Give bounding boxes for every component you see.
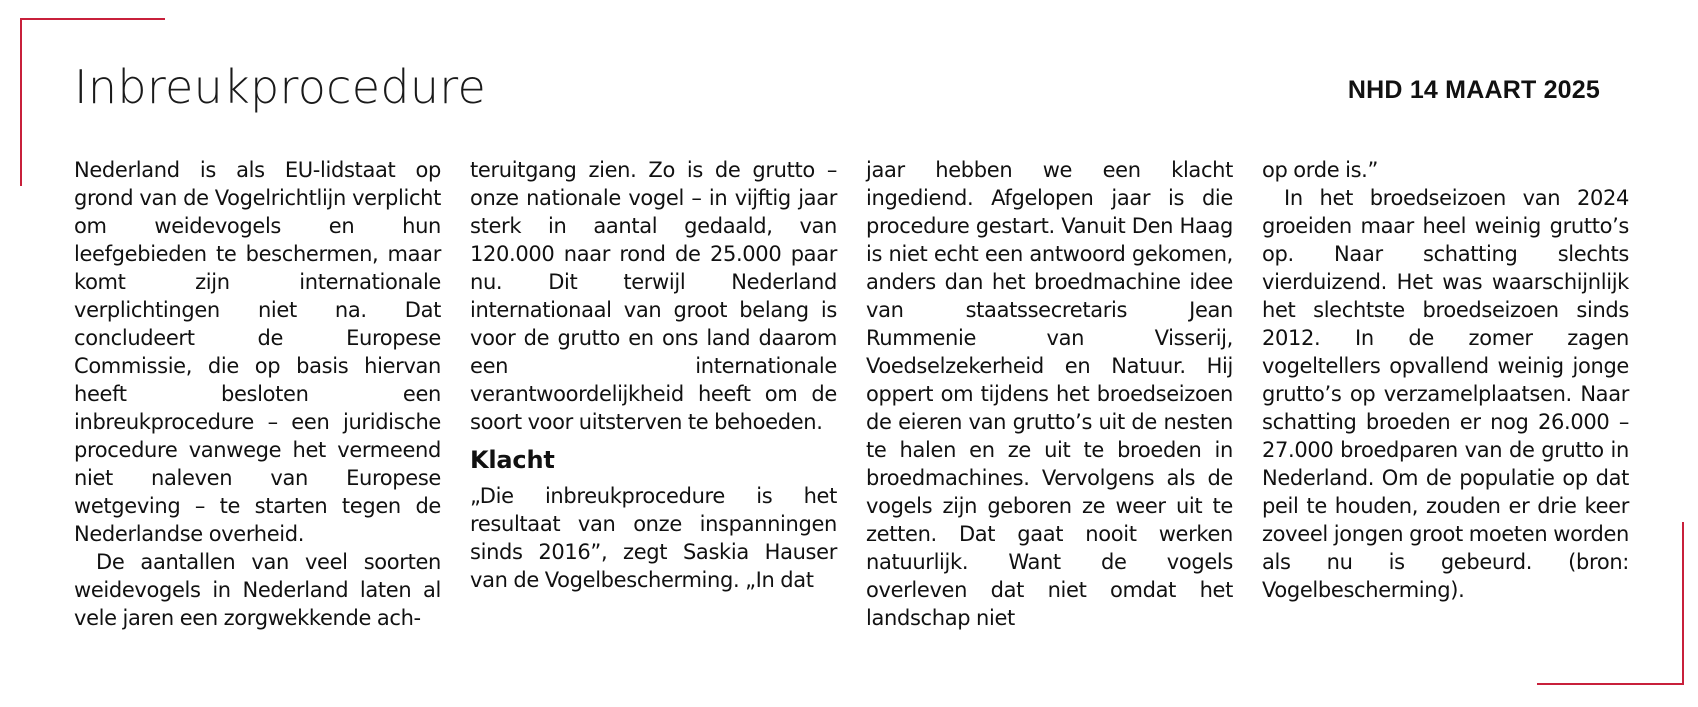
column-4 (1262, 156, 1629, 632)
column-1 (74, 156, 441, 632)
corner-frame-top-left-horizontal (20, 18, 165, 20)
source-date-label: NHD 14 MAART 2025 (1347, 76, 1600, 104)
paragraph: op orde is.” (1262, 158, 1379, 182)
column-3 (866, 156, 1233, 632)
corner-frame-bottom-right-vertical (1682, 522, 1684, 685)
corner-frame-top-left-vertical (20, 18, 22, 186)
article-headline: Inbreukprocedure (74, 60, 487, 114)
paragraph: „Die inbreukprocedure is het resultaat van onze inspanningen sinds 2016”, zegt Saskia Hauser van de Vogelbescherming. „In dat (470, 484, 837, 592)
paragraph: Nederland is als EU-lidstaat op grond van de Vogelrichtlijn verplicht om weidevogels en hun leefgebieden te beschermen, maar komt zijn internationale verplichtingen niet na. Dat concludeert de Europese Commissie, die op basis hiervan heeft besloten een inbreukprocedure – een juridische procedure vanwege het vermeend niet naleven van Europese wetgeving – te starten tegen de Nederlandse overheid. (74, 158, 441, 546)
paragraph: In het broedseizoen van 2024 groeiden maar heel weinig grutto’s op. Naar schatting slechts vierduizend. Het was waarschijnlijk het slechtste broedseizoen sinds 2012. In de zomer zagen vogeltellers opvallend weinig jonge grutto’s op verzamelplaatsen. Naar schatting broeden er nog 26.000 – 27.000 broedparen van de grutto in Nederland. Om de populatie op dat peil te houden, zouden er drie keer zoveel jongen groot moeten worden als nu is gebeurd. (bron: Vogelbescherming). (1262, 186, 1629, 602)
corner-frame-bottom-right-horizontal (1537, 683, 1684, 685)
column-2 (470, 156, 837, 632)
subheading: Klacht (470, 446, 555, 474)
paragraph: teruitgang zien. Zo is de grutto – onze nationale vogel – in vijftig jaar sterk in aantal gedaald, van 120.000 naar rond de 25.000 paar nu. Dit terwijl Nederland internationaal van groot belang is voor de grutto en ons land daarom een internationale verantwoordelijkheid heeft om de soort voor uitsterven te behoeden. (470, 158, 837, 434)
paragraph: jaar hebben we een klacht ingediend. Afgelopen jaar is die procedure gestart. Vanuit Den Haag is niet echt een antwoord gekomen, anders dan het broedmachine idee van staatssecretaris Jean Rummenie van Visserij, Voedselzekerheid en Natuur. Hij oppert om tijdens het broedseizoen de eieren van grutto’s uit de nesten te halen en ze uit te broeden in broedmachines. Vervolgens als de vogels zijn geboren ze weer uit te zetten. Dat gaat nooit werken natuurlijk. Want de vogels overleven dat niet omdat het landschap niet (866, 158, 1233, 630)
paragraph: De aantallen van veel soorten weidevogels in Nederland laten al vele jaren een zorgwekkende ach- (74, 550, 441, 630)
article-body (74, 156, 1629, 632)
